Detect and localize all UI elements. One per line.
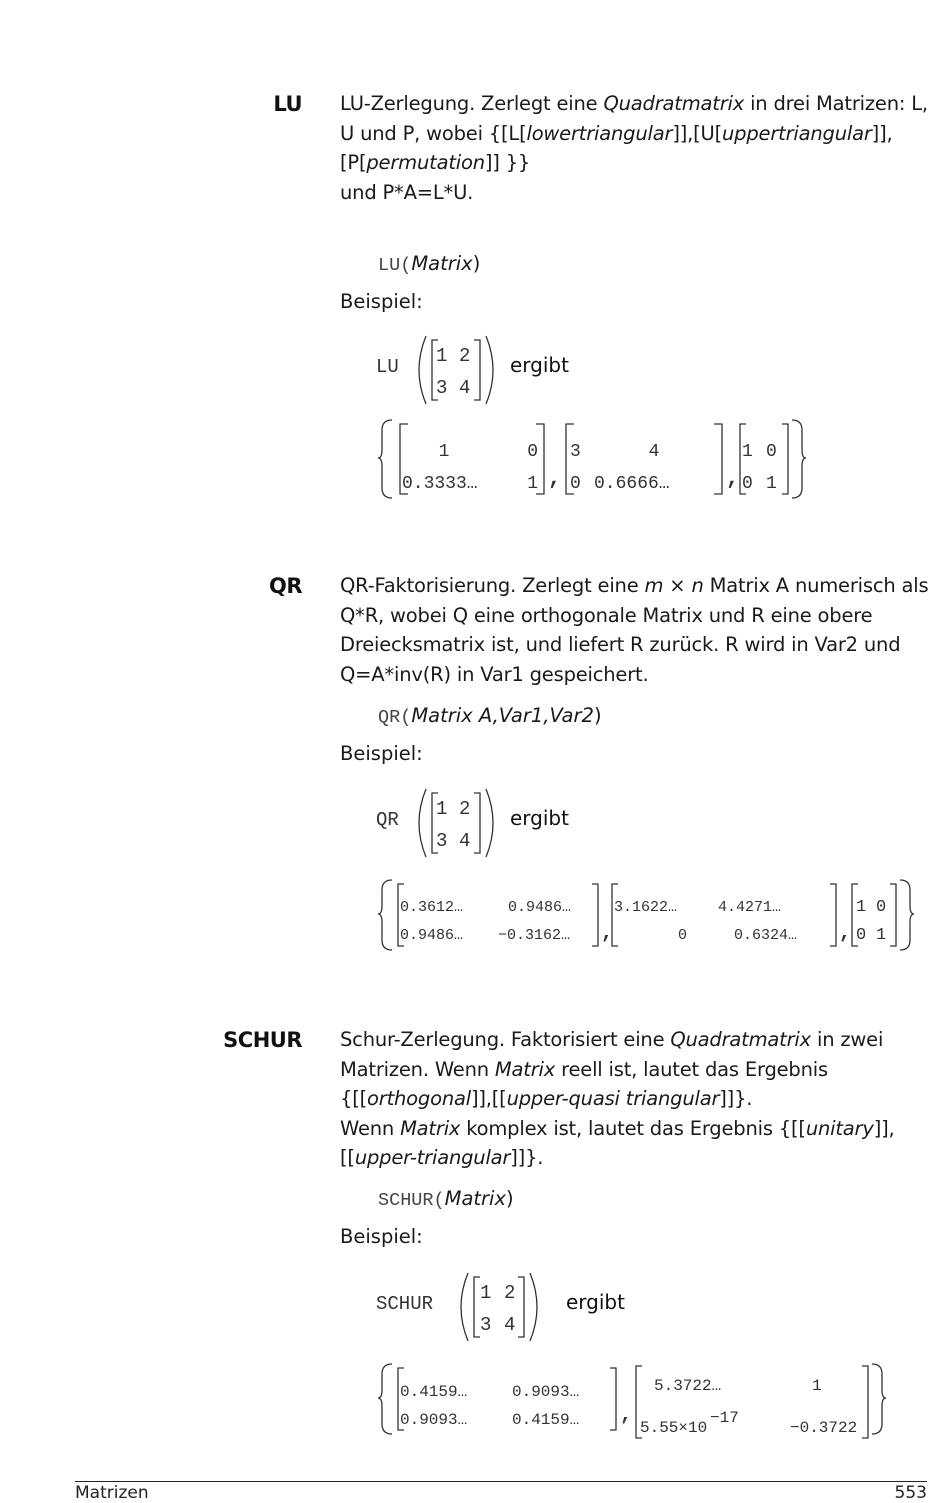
matrix-cell: 2 (459, 345, 471, 367)
matrix-cell: 0 (766, 442, 777, 462)
syntax-line: SCHUR(Matrix) (378, 1187, 514, 1211)
matrix-cell: 2 (504, 1282, 516, 1304)
matrix-cell: 1 (438, 442, 450, 462)
example-command: QR (376, 809, 399, 831)
term-heading: SCHUR (223, 1028, 302, 1052)
matrix-cell: 0.3333… (402, 474, 478, 494)
matrix-cell: 1 (812, 1377, 822, 1395)
matrix-cell: 0 (742, 474, 753, 494)
matrix-cell: 4 (459, 830, 471, 852)
matrix-cell: 4 (648, 442, 660, 462)
matrix-cell: 0.4159… (400, 1383, 468, 1401)
matrix-cell: 0.9093… (512, 1383, 580, 1401)
ergibt-label: ergibt (510, 806, 569, 830)
matrix-cell: 0.4159… (512, 1411, 580, 1429)
matrix-cell: 0.6666… (594, 474, 670, 494)
matrix-cell: 5.55×10 (640, 1419, 708, 1437)
matrix-cell: 0.6324… (734, 927, 798, 944)
matrix-cell: 4 (504, 1314, 516, 1336)
matrix-cell: −0.3162… (498, 927, 571, 944)
matrix-cell: 3 (436, 377, 448, 399)
matrix-cell: 3 (436, 830, 448, 852)
ergibt-label: ergibt (510, 353, 569, 377)
syntax-line: QR(Matrix A,Var1,Var2) (378, 704, 602, 728)
example-result (378, 878, 923, 956)
svg-text:,: , (839, 922, 852, 945)
matrix-cell: 3 (570, 442, 581, 462)
matrix-cell: 1 (436, 345, 448, 367)
matrix-cell: 2 (459, 798, 471, 820)
term-description: QR-Faktorisierung. Zerlegt eine m × n Matrix A numerisch als Q*R, wobei Q eine orthogonale Matrix und R eine obere Dreiecksmatrix ist, und liefert R zurück. R wird in Var2 und Q=A*inv(R) in Var1 gespeichert. (340, 574, 929, 686)
matrix-cell: 1 (742, 442, 753, 462)
example-label: Beispiel: (340, 742, 423, 765)
matrix-cell: 0.9486… (400, 927, 464, 944)
matrix-cell: 1 (856, 898, 867, 917)
example-command: SCHUR (376, 1293, 434, 1315)
matrix-cell: 3.1622… (614, 899, 678, 916)
term-heading: LU (273, 92, 302, 116)
svg-text:,: , (620, 1404, 633, 1427)
svg-text:,: , (601, 922, 614, 945)
syntax-line: LU(Matrix) (378, 252, 481, 276)
footer-chapter: Matrizen (75, 1483, 149, 1503)
example-label: Beispiel: (340, 290, 423, 313)
footer-rule (75, 1481, 927, 1482)
example-input (376, 334, 636, 410)
matrix-cell: 0.9486… (508, 899, 572, 916)
matrix-cell-exponent: −17 (710, 1409, 739, 1427)
matrix-cell: 5.3722… (654, 1377, 722, 1395)
example-command: LU (376, 356, 399, 378)
term-description: Schur-Zerlegung. Faktorisiert eine Quadratmatrix in zwei Matrizen. Wenn Matrix reell ist, lautet das Ergebnis {[[orthogonal]],[[upper-quasi triangular]]}. Wenn Matrix komplex ist, lautet das Ergebnis {[[unitary]],[[upper-triangular]]}. (340, 1028, 895, 1169)
matrix-cell: 4.4271… (718, 899, 782, 916)
svg-text:,: , (726, 466, 740, 491)
matrix-cell: 0 (856, 926, 867, 945)
matrix-cell: 1 (436, 798, 448, 820)
matrix-cell: 0 (876, 898, 887, 917)
matrix-cell: 1 (876, 926, 887, 945)
matrix-cell: 0 (678, 927, 688, 944)
page-number: 553 (894, 1483, 927, 1503)
example-result (378, 418, 818, 504)
matrix-cell: 3 (480, 1314, 492, 1336)
ergibt-label: ergibt (566, 1290, 625, 1314)
matrix-cell: 0.9093… (400, 1411, 468, 1429)
matrix-cell: −0.3722 (790, 1419, 858, 1437)
example-input (376, 787, 636, 863)
example-label: Beispiel: (340, 1225, 423, 1248)
matrix-cell: 0 (570, 474, 581, 494)
matrix-cell: 1 (480, 1282, 492, 1304)
example-input (376, 1271, 676, 1347)
matrix-cell: 1 (766, 474, 777, 494)
term-description: LU-Zerlegung. Zerlegt eine Quadratmatrix in drei Matrizen: L, U und P, wobei {[L[lowertriangular]],[U[uppertriangular]],[P[permutation]] }} und P*A=L*U. (340, 92, 928, 204)
matrix-cell: 0.3612… (400, 899, 464, 916)
svg-text:,: , (548, 466, 562, 491)
example-result (378, 1362, 898, 1448)
matrix-cell: 4 (459, 377, 471, 399)
matrix-cell: 1 (527, 474, 538, 494)
term-heading: QR (268, 574, 302, 598)
matrix-cell: 0 (527, 442, 538, 462)
